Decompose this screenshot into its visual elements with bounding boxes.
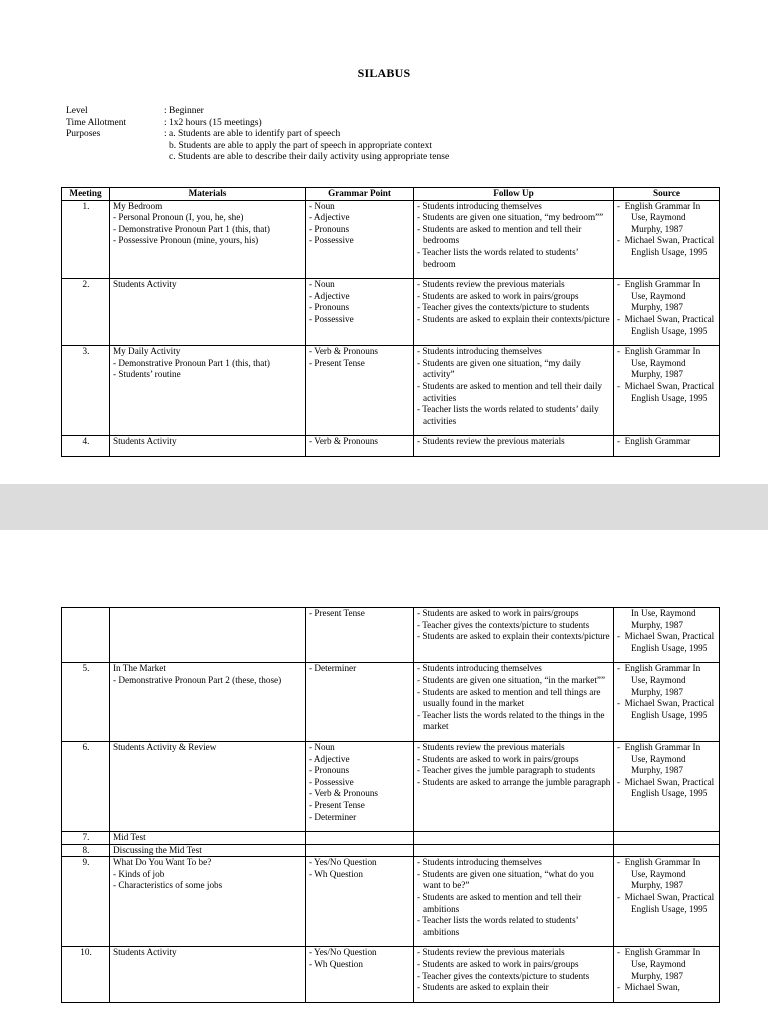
document-page-1 xyxy=(0,0,768,484)
source-list xyxy=(617,436,717,448)
material-title: Students Activity & Review xyxy=(113,741,217,752)
follow-up-item: - Teacher gives the contexts/picture to students xyxy=(417,971,611,983)
follow-up-list xyxy=(417,608,611,643)
follow-up-item: - Students are asked to work in pairs/groups xyxy=(417,959,611,971)
syllabus-table-continued xyxy=(61,607,720,1003)
table-row-continued xyxy=(62,608,720,663)
table-row xyxy=(62,346,720,436)
source-cell xyxy=(614,832,720,845)
source-item: - English Grammar In Use, Raymond Murphy, 1987 xyxy=(617,201,717,236)
grammar-item: - Wh Question xyxy=(309,959,411,971)
source-item: - English Grammar In Use, Raymond Murphy, 1987 xyxy=(617,663,717,698)
meeting-cell: 8. xyxy=(62,844,110,857)
materials-cell xyxy=(110,663,306,742)
purposes-list xyxy=(164,129,449,164)
source-item: - Michael Swan, Practical English Usage, 1995 xyxy=(617,381,717,404)
follow-up-item: - Students are asked to mention and tell their bedrooms xyxy=(417,224,611,247)
follow-up-item: - Students are given one situation, “my bedroom”” xyxy=(417,212,611,224)
meeting-cell: 1. xyxy=(62,200,110,279)
meeting-cell: 9. xyxy=(62,857,110,947)
grammar-item: - Determiner xyxy=(309,812,411,824)
grammar-item: - Adjective xyxy=(309,754,411,766)
grammar-list xyxy=(309,436,411,448)
follow-up-cell xyxy=(414,832,614,845)
follow-up-item: - Students review the previous materials xyxy=(417,279,611,291)
materials-cell xyxy=(110,857,306,947)
follow-up-item: - Teacher gives the contexts/picture to students xyxy=(417,620,611,632)
follow-up-cell xyxy=(414,200,614,279)
grammar-cell xyxy=(306,346,414,436)
source-cell xyxy=(614,947,720,1002)
level-value: : Beginner xyxy=(164,106,204,116)
source-item: - English Grammar In Use, Raymond Murphy, 1987 xyxy=(617,857,717,892)
material-title: In The Market xyxy=(113,663,166,674)
follow-up-list xyxy=(417,742,611,788)
purposes-label: Purposes xyxy=(66,129,101,140)
grammar-item: - Pronouns xyxy=(309,224,411,236)
grammar-list xyxy=(309,346,411,369)
follow-up-item: - Teacher lists the words related to students’ bedroom xyxy=(417,247,611,270)
source-item: - Michael Swan, Practical English Usage, 1995 xyxy=(617,892,717,915)
material-subtopics xyxy=(113,675,303,687)
follow-up-cell xyxy=(414,741,614,831)
follow-up-item: - Students are asked to work in pairs/groups xyxy=(417,754,611,766)
materials-cell xyxy=(110,608,306,663)
grammar-item: - Verb & Pronouns xyxy=(309,436,411,448)
meeting-cell: 7. xyxy=(62,832,110,845)
table-row xyxy=(62,741,720,831)
material-subtopic: - Personal Pronoun (I, you, he, she) xyxy=(113,212,303,224)
grammar-item: - Present Tense xyxy=(309,608,411,620)
source-list xyxy=(617,608,717,654)
materials-cell xyxy=(110,741,306,831)
grammar-list xyxy=(309,663,411,675)
grammar-item: - Pronouns xyxy=(309,302,411,314)
grammar-item: - Present Tense xyxy=(309,358,411,370)
source-cell xyxy=(614,857,720,947)
material-title: Students Activity xyxy=(113,279,177,290)
follow-up-item: - Teacher lists the words related to students’ ambitions xyxy=(417,915,611,938)
grammar-list xyxy=(309,279,411,325)
grammar-cell xyxy=(306,832,414,845)
column-header-meeting: Meeting xyxy=(62,188,110,201)
purpose-item: b. Students are able to apply the part of speech in appropriate context xyxy=(169,140,433,151)
grammar-cell xyxy=(306,436,414,457)
level-label: Level xyxy=(66,106,88,116)
table-row xyxy=(62,857,720,947)
document-page-2 xyxy=(0,530,768,1024)
follow-up-item: - Teacher lists the words related to the things in the market xyxy=(417,710,611,733)
source-cell xyxy=(614,741,720,831)
source-cell xyxy=(614,608,720,663)
syllabus-table xyxy=(61,187,720,457)
source-item: - English Grammar In Use, Raymond Murphy, 1987 xyxy=(617,742,717,777)
syllabus-info xyxy=(66,106,449,164)
grammar-list xyxy=(309,201,411,247)
follow-up-list xyxy=(417,663,611,733)
info-purposes xyxy=(66,129,449,164)
follow-up-cell xyxy=(414,436,614,457)
follow-up-item: - Students are asked to arrange the jumble paragraph xyxy=(417,777,611,789)
grammar-item: - Wh Question xyxy=(309,869,411,881)
grammar-item: - Adjective xyxy=(309,212,411,224)
follow-up-item: - Students introducing themselves xyxy=(417,857,611,869)
follow-up-list xyxy=(417,346,611,427)
material-subtopics xyxy=(113,212,303,247)
follow-up-item: - Students are asked to explain their xyxy=(417,982,611,994)
material-subtopics xyxy=(113,869,303,892)
source-list xyxy=(617,279,717,337)
material-title: Mid Test xyxy=(113,832,146,843)
grammar-item: - Yes/No Question xyxy=(309,857,411,869)
source-list xyxy=(617,201,717,259)
source-list xyxy=(617,346,717,404)
grammar-cell xyxy=(306,279,414,346)
grammar-item: - Present Tense xyxy=(309,800,411,812)
material-title: Students Activity xyxy=(113,436,177,447)
source-list xyxy=(617,857,717,915)
follow-up-item: - Students are given one situation, “my daily activity” xyxy=(417,358,611,381)
purpose-item: c. Students are able to describe their daily activity using appropriate tense xyxy=(169,152,450,163)
column-header-grammar: Grammar Point xyxy=(306,188,414,201)
materials-cell xyxy=(110,279,306,346)
material-subtopics xyxy=(113,358,303,381)
material-title: My Daily Activity xyxy=(113,346,181,357)
meeting-cell xyxy=(62,608,110,663)
meeting-cell: 5. xyxy=(62,663,110,742)
grammar-cell xyxy=(306,741,414,831)
grammar-item: - Possessive xyxy=(309,314,411,326)
source-item: - Michael Swan, Practical English Usage, 1995 xyxy=(617,698,717,721)
source-item: - English Grammar xyxy=(617,436,717,448)
follow-up-list xyxy=(417,436,611,448)
follow-up-item: - Students are asked to explain their contexts/picture xyxy=(417,314,611,326)
source-item: - Michael Swan, Practical English Usage, 1995 xyxy=(617,631,717,654)
follow-up-item: - Students are asked to work in pairs/groups xyxy=(417,291,611,303)
grammar-list xyxy=(309,857,411,880)
material-subtopic: - Characteristics of some jobs xyxy=(113,880,303,892)
follow-up-item: - Students are given one situation, “in the market”” xyxy=(417,675,611,687)
follow-up-item: - Teacher lists the words related to students’ daily activities xyxy=(417,404,611,427)
grammar-list xyxy=(309,608,411,620)
follow-up-item: - Students introducing themselves xyxy=(417,201,611,213)
source-cell xyxy=(614,663,720,742)
follow-up-item: - Students review the previous materials xyxy=(417,436,611,448)
meeting-cell: 2. xyxy=(62,279,110,346)
info-time xyxy=(66,118,449,130)
grammar-cell xyxy=(306,608,414,663)
source-cell xyxy=(614,436,720,457)
info-level xyxy=(66,106,449,118)
grammar-cell xyxy=(306,844,414,857)
grammar-cell xyxy=(306,200,414,279)
grammar-list xyxy=(309,742,411,823)
column-header-source: Source xyxy=(614,188,720,201)
table-row xyxy=(62,844,720,857)
follow-up-list xyxy=(417,947,611,993)
grammar-cell xyxy=(306,947,414,1002)
follow-up-list xyxy=(417,279,611,325)
purpose-item: : a. Students are able to identify part of speech xyxy=(164,129,341,140)
document-title: SILABUS xyxy=(357,66,411,80)
follow-up-item: - Students review the previous materials xyxy=(417,742,611,754)
grammar-item: - Yes/No Question xyxy=(309,947,411,959)
material-title: Discussing the Mid Test xyxy=(113,844,202,855)
grammar-item: - Possessive xyxy=(309,235,411,247)
column-header-materials: Materials xyxy=(110,188,306,201)
follow-up-item: - Students are asked to mention and tell things are usually found in the market xyxy=(417,687,611,710)
follow-up-cell xyxy=(414,947,614,1002)
source-item: - English Grammar In Use, Raymond Murphy, 1987 xyxy=(617,346,717,381)
follow-up-list xyxy=(417,201,611,271)
source-item: - English Grammar In Use, Raymond Murphy, 1987 xyxy=(617,947,717,982)
grammar-item: - Noun xyxy=(309,201,411,213)
grammar-item: - Possessive xyxy=(309,777,411,789)
follow-up-item: - Students introducing themselves xyxy=(417,663,611,675)
follow-up-item: - Teacher gives the jumble paragraph to students xyxy=(417,765,611,777)
source-cell xyxy=(614,279,720,346)
grammar-item: - Pronouns xyxy=(309,765,411,777)
source-list xyxy=(617,947,717,993)
material-subtopic: - Kinds of job xyxy=(113,869,303,881)
grammar-item: - Determiner xyxy=(309,663,411,675)
material-subtopic: - Possessive Pronoun (mine, yours, his) xyxy=(113,235,303,247)
material-title: What Do You Want To be? xyxy=(113,857,212,868)
material-subtopic: - Students’ routine xyxy=(113,369,303,381)
follow-up-item: - Students are asked to work in pairs/groups xyxy=(417,608,611,620)
follow-up-item: - Students review the previous materials xyxy=(417,947,611,959)
source-list xyxy=(617,663,717,721)
table-row xyxy=(62,279,720,346)
materials-cell xyxy=(110,947,306,1002)
source-item: - Michael Swan, Practical English Usage, 1995 xyxy=(617,235,717,258)
table-row xyxy=(62,832,720,845)
material-subtopic: - Demonstrative Pronoun Part 1 (this, that) xyxy=(113,358,303,370)
grammar-item: - Verb & Pronouns xyxy=(309,346,411,358)
source-item: - English Grammar In Use, Raymond Murphy, 1987 xyxy=(617,279,717,314)
time-label: Time Allotment xyxy=(66,117,127,128)
grammar-item: - Noun xyxy=(309,742,411,754)
source-item: - Michael Swan, xyxy=(617,982,717,994)
follow-up-item: - Students are asked to mention and tell their ambitions xyxy=(417,892,611,915)
materials-cell xyxy=(110,200,306,279)
materials-cell xyxy=(110,346,306,436)
follow-up-item: - Students introducing themselves xyxy=(417,346,611,358)
table-row xyxy=(62,436,720,457)
page-gap xyxy=(0,484,768,530)
grammar-item: - Verb & Pronouns xyxy=(309,788,411,800)
material-subtopic: - Demonstrative Pronoun Part 2 (these, those) xyxy=(113,675,303,687)
follow-up-cell xyxy=(414,608,614,663)
table-row xyxy=(62,663,720,742)
meeting-cell: 6. xyxy=(62,741,110,831)
grammar-item: - Noun xyxy=(309,279,411,291)
source-item: - Michael Swan, Practical English Usage, 1995 xyxy=(617,314,717,337)
follow-up-cell xyxy=(414,857,614,947)
follow-up-cell xyxy=(414,279,614,346)
source-item: In Use, Raymond Murphy, 1987 xyxy=(631,608,696,630)
follow-up-cell xyxy=(414,844,614,857)
meeting-cell: 4. xyxy=(62,436,110,457)
follow-up-item: - Students are given one situation, “what do you want to be?” xyxy=(417,869,611,892)
follow-up-item: - Students are asked to mention and tell their daily activities xyxy=(417,381,611,404)
materials-cell xyxy=(110,832,306,845)
source-cell xyxy=(614,844,720,857)
follow-up-list xyxy=(417,857,611,938)
table-body-page-1 xyxy=(62,200,720,456)
follow-up-cell xyxy=(414,663,614,742)
grammar-list xyxy=(309,947,411,970)
source-cell xyxy=(614,346,720,436)
materials-cell xyxy=(110,844,306,857)
material-subtopic: - Demonstrative Pronoun Part 1 (this, that) xyxy=(113,224,303,236)
source-cell xyxy=(614,200,720,279)
table-header-row xyxy=(62,188,720,201)
meeting-cell: 3. xyxy=(62,346,110,436)
grammar-item: - Adjective xyxy=(309,291,411,303)
grammar-cell xyxy=(306,857,414,947)
table-row xyxy=(62,947,720,1002)
materials-cell xyxy=(110,436,306,457)
source-list xyxy=(617,742,717,800)
column-header-follow-up: Follow Up xyxy=(414,188,614,201)
source-item: - Michael Swan, Practical English Usage, 1995 xyxy=(617,777,717,800)
follow-up-item: - Students are asked to explain their contexts/picture xyxy=(417,631,611,643)
material-title: My Bedroom xyxy=(113,200,163,211)
time-value: : 1x2 hours (15 meetings) xyxy=(164,117,262,128)
table-body-page-2 xyxy=(62,608,720,1003)
table-row xyxy=(62,200,720,279)
material-title: Students Activity xyxy=(113,947,177,958)
grammar-cell xyxy=(306,663,414,742)
follow-up-cell xyxy=(414,346,614,436)
follow-up-item: - Teacher gives the contexts/picture to students xyxy=(417,302,611,314)
meeting-cell: 10. xyxy=(62,947,110,1002)
